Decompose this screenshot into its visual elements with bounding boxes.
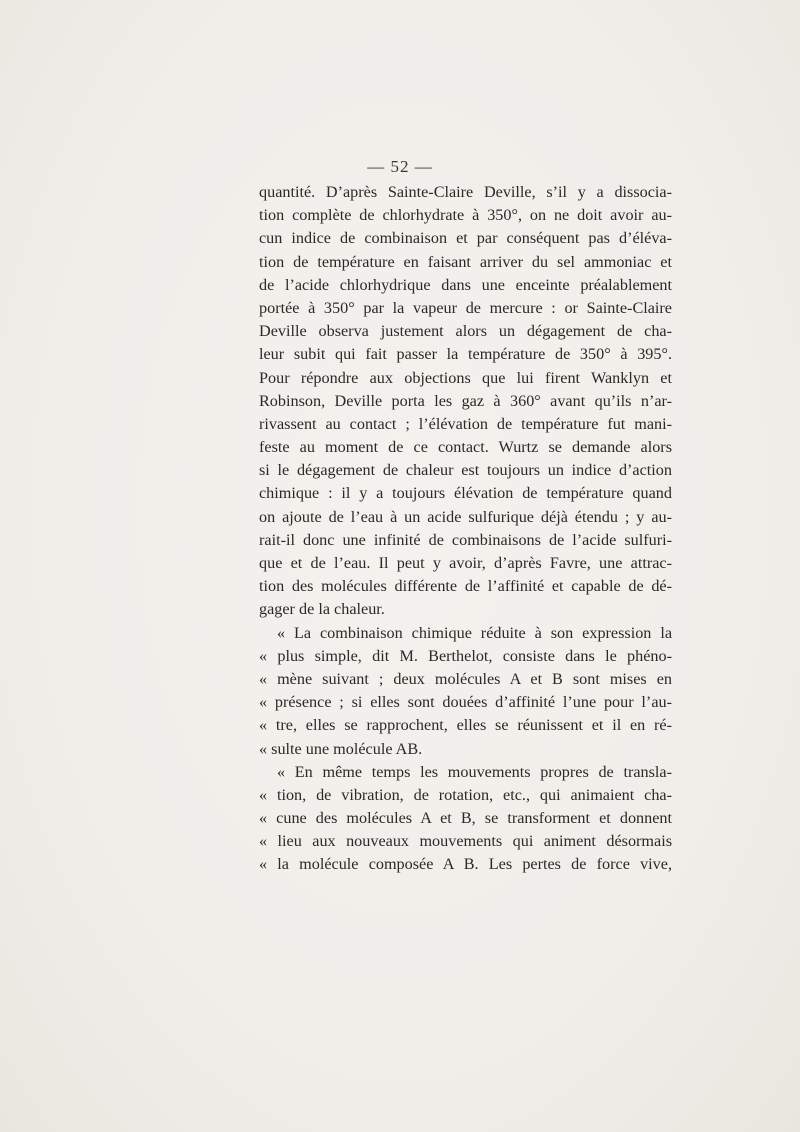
text-line: « cune des molécules A et B, se transforment et donnent (259, 809, 672, 828)
text-line: chimique : il y a toujours élévation de température quand (259, 484, 672, 503)
text-line: « tion, de vibration, de rotation, etc., qui animaient cha- (259, 785, 672, 804)
text-line: « sulte une molécule AB. (259, 739, 423, 758)
text-line: tion des molécules différente de l’affinité et capable de dé- (259, 577, 672, 596)
text-line: quantité. D’après Sainte-Claire Deville, s’il y a dissocia- (259, 183, 672, 201)
text-line: « mène suivant ; deux molécules A et B sont mises en (259, 669, 672, 688)
text-line: leur subit qui fait passer la température de 350° à 395°. (259, 345, 672, 364)
text-line: « présence ; si elles sont douées d’affinité l’une pour l’au- (259, 693, 672, 712)
text-line: tion de température en faisant arriver du sel ammoniac et (259, 252, 672, 271)
page-number: — 52 — (367, 157, 433, 176)
text-line: « La combinaison chimique réduite à son expression la (277, 623, 672, 642)
text-line: cun indice de combinaison et par conséquent pas d’éléva- (259, 229, 672, 248)
text-line: si le dégagement de chaleur est toujours un indice d’action (259, 461, 672, 480)
body-text (259, 181, 672, 877)
text-line: on ajoute de l’eau à un acide sulfurique déjà étendu ; y au- (259, 507, 672, 526)
text-line: portée à 350° par la vapeur de mercure : or Sainte-Claire (259, 298, 672, 317)
text-line: Pour répondre aux objections que lui firent Wanklyn et (259, 368, 672, 387)
text-line: que et de l’eau. Il peut y avoir, d’après Favre, une attrac- (259, 554, 672, 572)
text-line: de l’acide chlorhydrique dans une enceinte préalablement (259, 275, 672, 294)
text-line: Robinson, Deville porta les gaz à 360° avant qu’ils n’ar- (259, 391, 672, 410)
text-line: tion complète de chlorhydrate à 350°, on ne doit avoir au- (259, 206, 672, 225)
text-line: rivassent au contact ; l’élévation de température fut mani- (259, 414, 672, 433)
text-line: « plus simple, dit M. Berthelot, consiste dans le phéno- (259, 646, 672, 665)
text-line: feste au moment de ce contact. Wurtz se demande alors (259, 438, 672, 457)
text-line: rait-il donc une infinité de combinaisons de l’acide sulfuri- (259, 530, 672, 549)
text-line: Deville observa justement alors un dégagement de cha- (259, 322, 672, 341)
text-line: gager de la chaleur. (259, 600, 385, 619)
text-line: « tre, elles se rapprochent, elles se réunissent et il en ré- (259, 716, 672, 735)
text-line: « En même temps les mouvements propres de transla- (277, 762, 672, 781)
text-line: « lieu aux nouveaux mouvements qui animent désormais (259, 832, 672, 851)
text-line: « la molécule composée A B. Les pertes de force vive, (259, 855, 672, 874)
